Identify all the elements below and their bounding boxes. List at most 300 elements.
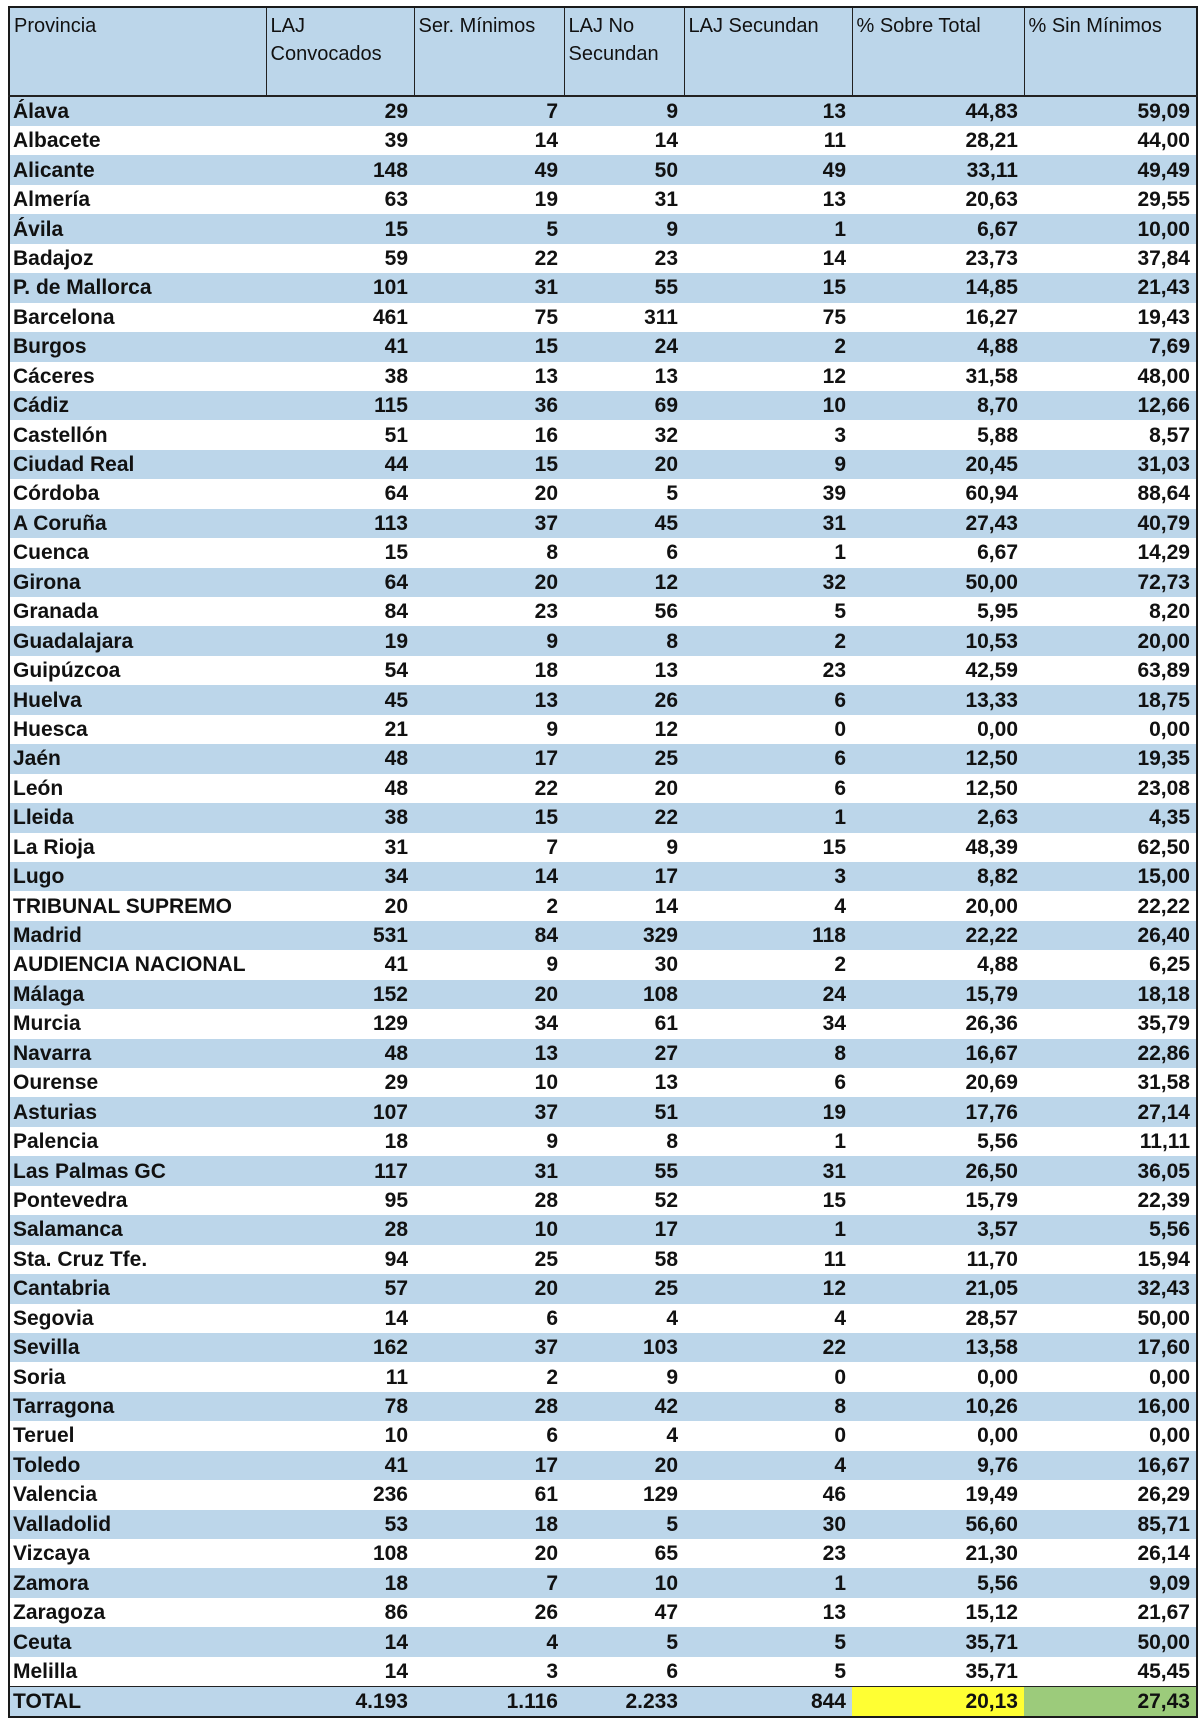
value-cell-pct-sin-minimos: 31,03 [1024, 450, 1197, 479]
value-cell-ser-minimos: 17 [414, 744, 564, 773]
table-row [9, 774, 1197, 803]
value-cell-ser-minimos: 2 [414, 891, 564, 920]
province-name-cell: Navarra [9, 1039, 266, 1068]
value-cell-laj-convocados: 34 [266, 862, 414, 891]
table-row [9, 1304, 1197, 1333]
value-cell-pct-sobre-total: 0,00 [852, 1362, 1024, 1391]
province-name-cell: Sta. Cruz Tfe. [9, 1245, 266, 1274]
value-cell-ser-minimos: 37 [414, 1097, 564, 1126]
province-name-cell: Vizcaya [9, 1539, 266, 1568]
value-cell-pct-sin-minimos: 0,00 [1024, 715, 1197, 744]
value-cell-pct-sobre-total: 23,73 [852, 244, 1024, 273]
province-name-cell: Zaragoza [9, 1598, 266, 1627]
value-cell-pct-sobre-total: 5,88 [852, 420, 1024, 449]
header-label-line: % Sobre Total [856, 15, 981, 37]
value-cell-pct-sin-minimos: 27,14 [1024, 1097, 1197, 1126]
value-cell-ser-minimos: 2 [414, 1362, 564, 1391]
value-cell-pct-sobre-total: 17,76 [852, 1097, 1024, 1126]
value-cell-laj-no-secundan: 20 [564, 774, 684, 803]
value-cell-pct-sin-minimos: 18,75 [1024, 685, 1197, 714]
value-cell-laj-secundan: 15 [684, 1186, 852, 1215]
value-cell-pct-sin-minimos: 29,55 [1024, 185, 1197, 214]
table-row [9, 1657, 1197, 1687]
value-cell-pct-sobre-total: 5,56 [852, 1127, 1024, 1156]
value-cell-pct-sin-minimos: 12,66 [1024, 391, 1197, 420]
table-row [9, 362, 1197, 391]
value-cell-pct-sobre-total: 12,50 [852, 744, 1024, 773]
value-cell-pct-sin-minimos: 26,14 [1024, 1539, 1197, 1568]
value-cell-ser-minimos: 20 [414, 1539, 564, 1568]
value-cell-ser-minimos: 34 [414, 1009, 564, 1038]
value-cell-ser-minimos: 9 [414, 950, 564, 979]
value-cell-pct-sobre-total: 28,57 [852, 1304, 1024, 1333]
value-cell-laj-no-secundan: 13 [564, 362, 684, 391]
table-row [9, 833, 1197, 862]
value-cell-pct-sin-minimos: 21,67 [1024, 1598, 1197, 1627]
table-row [9, 391, 1197, 420]
value-cell-laj-secundan: 23 [684, 656, 852, 685]
value-cell-laj-secundan: 6 [684, 774, 852, 803]
value-cell-pct-sobre-total: 35,71 [852, 1657, 1024, 1687]
value-cell-laj-convocados: 18 [266, 1568, 414, 1597]
value-cell-pct-sobre-total: 20,69 [852, 1068, 1024, 1097]
table-row [9, 126, 1197, 155]
province-name-cell: Tarragona [9, 1392, 266, 1421]
value-cell-laj-secundan: 2 [684, 626, 852, 655]
value-cell-laj-secundan: 3 [684, 862, 852, 891]
value-cell-pct-sin-minimos: 85,71 [1024, 1510, 1197, 1539]
province-name-cell: Málaga [9, 980, 266, 1009]
table-row [9, 597, 1197, 626]
value-cell-pct-sin-minimos: 62,50 [1024, 833, 1197, 862]
value-cell-pct-sobre-total: 20,45 [852, 450, 1024, 479]
value-cell-laj-convocados: 18 [266, 1127, 414, 1156]
value-cell-laj-convocados: 38 [266, 803, 414, 832]
value-cell-laj-no-secundan: 9 [564, 1362, 684, 1391]
value-cell-laj-convocados: 15 [266, 538, 414, 567]
value-cell-laj-convocados: 44 [266, 450, 414, 479]
value-cell-laj-secundan: 31 [684, 509, 852, 538]
value-cell-pct-sobre-total: 10,26 [852, 1392, 1024, 1421]
province-name-cell: Lugo [9, 862, 266, 891]
value-cell-laj-no-secundan: 5 [564, 479, 684, 508]
value-cell-laj-secundan: 1 [684, 1215, 852, 1244]
value-cell-pct-sin-minimos: 45,45 [1024, 1657, 1197, 1687]
value-cell-laj-convocados: 78 [266, 1392, 414, 1421]
table-row [9, 1627, 1197, 1656]
province-name-cell: Sevilla [9, 1333, 266, 1362]
value-cell-pct-sin-minimos: 26,29 [1024, 1480, 1197, 1509]
value-cell-pct-sobre-total: 5,56 [852, 1568, 1024, 1597]
province-name-cell: Castellón [9, 420, 266, 449]
value-cell-laj-no-secundan: 20 [564, 1451, 684, 1480]
value-cell-pct-sobre-total: 6,67 [852, 538, 1024, 567]
value-cell-ser-minimos: 49 [414, 155, 564, 184]
value-cell-ser-minimos: 13 [414, 1039, 564, 1068]
value-cell-laj-secundan: 75 [684, 303, 852, 332]
table-row [9, 744, 1197, 773]
value-cell-laj-convocados: 10 [266, 1421, 414, 1450]
value-cell-laj-secundan: 4 [684, 1451, 852, 1480]
value-cell-laj-no-secundan: 14 [564, 891, 684, 920]
value-cell-laj-convocados: 117 [266, 1156, 414, 1185]
value-cell-pct-sobre-total: 14,85 [852, 273, 1024, 302]
value-cell-pct-sin-minimos: 4,35 [1024, 803, 1197, 832]
value-cell-ser-minimos: 37 [414, 509, 564, 538]
value-cell-ser-minimos: 10 [414, 1215, 564, 1244]
value-cell-laj-no-secundan: 6 [564, 1657, 684, 1687]
table-row [9, 685, 1197, 714]
value-cell-laj-secundan: 6 [684, 1068, 852, 1097]
value-cell-pct-sobre-total: 19,49 [852, 1480, 1024, 1509]
value-cell-laj-no-secundan: 9 [564, 214, 684, 243]
value-cell-pct-sobre-total: 22,22 [852, 921, 1024, 950]
value-cell-laj-secundan: 23 [684, 1539, 852, 1568]
value-cell-pct-sobre-total: 60,94 [852, 479, 1024, 508]
value-cell-pct-sin-minimos: 23,08 [1024, 774, 1197, 803]
table-row [9, 950, 1197, 979]
value-cell-laj-no-secundan: 32 [564, 420, 684, 449]
value-cell-laj-convocados: 162 [266, 1333, 414, 1362]
value-cell-pct-sobre-total: 56,60 [852, 1510, 1024, 1539]
value-cell-pct-sin-minimos: 59,09 [1024, 96, 1197, 126]
value-cell-laj-convocados: 48 [266, 1039, 414, 1068]
value-cell-pct-sin-minimos: 32,43 [1024, 1274, 1197, 1303]
value-cell-laj-convocados: 59 [266, 244, 414, 273]
value-cell-pct-sobre-total: 20,63 [852, 185, 1024, 214]
province-name-cell: Valencia [9, 1480, 266, 1509]
province-name-cell: Córdoba [9, 479, 266, 508]
value-cell-pct-sobre-total: 35,71 [852, 1627, 1024, 1656]
value-cell-laj-convocados: 11 [266, 1362, 414, 1391]
header-label-line: Secundan [568, 43, 659, 65]
value-cell-laj-secundan: 9 [684, 450, 852, 479]
table-row [9, 1186, 1197, 1215]
table-row [9, 891, 1197, 920]
value-cell-ser-minimos: 18 [414, 656, 564, 685]
value-cell-laj-no-secundan: 23 [564, 244, 684, 273]
value-cell-laj-convocados: 41 [266, 1451, 414, 1480]
value-cell-laj-no-secundan: 65 [564, 1539, 684, 1568]
value-cell-pct-sobre-total: 2,63 [852, 803, 1024, 832]
province-name-cell: Toledo [9, 1451, 266, 1480]
value-cell-laj-convocados: 15 [266, 214, 414, 243]
value-cell-laj-secundan: 49 [684, 155, 852, 184]
value-cell-laj-no-secundan: 6 [564, 538, 684, 567]
value-cell-pct-sin-minimos: 5,56 [1024, 1215, 1197, 1244]
value-cell-pct-sobre-total: 16,67 [852, 1039, 1024, 1068]
value-cell-laj-convocados: 41 [266, 950, 414, 979]
value-cell-pct-sin-minimos: 16,00 [1024, 1392, 1197, 1421]
table-row [9, 1539, 1197, 1568]
table-row [9, 980, 1197, 1009]
value-cell-ser-minimos: 17 [414, 1451, 564, 1480]
value-cell-ser-minimos: 4 [414, 1627, 564, 1656]
value-cell-pct-sobre-total: 0,00 [852, 1421, 1024, 1450]
province-name-cell: Ceuta [9, 1627, 266, 1656]
table-row [9, 1392, 1197, 1421]
value-cell-laj-no-secundan: 9 [564, 96, 684, 126]
value-cell-laj-convocados: 31 [266, 833, 414, 862]
province-name-cell: Ourense [9, 1068, 266, 1097]
total-label-cell: TOTAL [9, 1686, 266, 1717]
table-row [9, 303, 1197, 332]
province-name-cell: TRIBUNAL SUPREMO [9, 891, 266, 920]
value-cell-laj-no-secundan: 31 [564, 185, 684, 214]
table-body [9, 96, 1197, 1717]
value-cell-pct-sobre-total: 4,88 [852, 332, 1024, 361]
value-cell-pct-sin-minimos: 88,64 [1024, 479, 1197, 508]
value-cell-ser-minimos: 22 [414, 244, 564, 273]
table-row [9, 1451, 1197, 1480]
value-cell-laj-convocados: 461 [266, 303, 414, 332]
header-col-pct-sobre-total [852, 7, 1024, 96]
province-name-cell: Cáceres [9, 362, 266, 391]
province-name-cell: Huesca [9, 715, 266, 744]
value-cell-laj-convocados: 14 [266, 1304, 414, 1333]
value-cell-laj-convocados: 48 [266, 774, 414, 803]
value-cell-pct-sin-minimos: 22,86 [1024, 1039, 1197, 1068]
value-cell-laj-secundan: 12 [684, 362, 852, 391]
value-cell-laj-no-secundan: 5 [564, 1510, 684, 1539]
province-name-cell: Salamanca [9, 1215, 266, 1244]
value-cell-pct-sin-minimos: 35,79 [1024, 1009, 1197, 1038]
value-cell-ser-minimos: 28 [414, 1392, 564, 1421]
value-cell-laj-convocados: 29 [266, 96, 414, 126]
value-cell-ser-minimos: 10 [414, 1068, 564, 1097]
value-cell-laj-convocados: 64 [266, 479, 414, 508]
value-cell-ser-minimos: 22 [414, 774, 564, 803]
value-cell-laj-no-secundan: 42 [564, 1392, 684, 1421]
value-cell-laj-convocados: 14 [266, 1627, 414, 1656]
value-cell-laj-secundan: 1 [684, 803, 852, 832]
province-name-cell: Ávila [9, 214, 266, 243]
value-cell-laj-no-secundan: 14 [564, 126, 684, 155]
value-cell-laj-secundan: 1 [684, 1127, 852, 1156]
value-cell-laj-secundan: 8 [684, 1392, 852, 1421]
value-cell-laj-no-secundan: 50 [564, 155, 684, 184]
value-cell-laj-no-secundan: 55 [564, 1156, 684, 1185]
value-cell-pct-sin-minimos: 10,00 [1024, 214, 1197, 243]
value-cell-laj-secundan: 39 [684, 479, 852, 508]
table-row [9, 538, 1197, 567]
value-cell-laj-no-secundan: 52 [564, 1186, 684, 1215]
province-name-cell: Lleida [9, 803, 266, 832]
value-cell-ser-minimos: 36 [414, 391, 564, 420]
value-cell-laj-convocados: 21 [266, 715, 414, 744]
value-cell-laj-no-secundan: 12 [564, 715, 684, 744]
value-cell-ser-minimos: 23 [414, 597, 564, 626]
value-cell-laj-convocados: 95 [266, 1186, 414, 1215]
province-name-cell: Segovia [9, 1304, 266, 1333]
value-cell-laj-no-secundan: 9 [564, 833, 684, 862]
province-name-cell: Madrid [9, 921, 266, 950]
value-cell-pct-sobre-total: 20,00 [852, 891, 1024, 920]
value-cell-laj-convocados: 94 [266, 1245, 414, 1274]
value-cell-ser-minimos: 15 [414, 450, 564, 479]
value-cell-laj-no-secundan: 17 [564, 862, 684, 891]
value-cell-laj-secundan: 1 [684, 538, 852, 567]
value-cell-laj-convocados: 86 [266, 1598, 414, 1627]
value-cell-laj-no-secundan: 24 [564, 332, 684, 361]
total-row [9, 1686, 1197, 1717]
value-cell-laj-secundan: 22 [684, 1333, 852, 1362]
value-cell-laj-convocados: 20 [266, 891, 414, 920]
value-cell-pct-sin-minimos: 0,00 [1024, 1362, 1197, 1391]
header-label-line: LAJ [270, 15, 305, 37]
value-cell-laj-secundan: 11 [684, 126, 852, 155]
value-cell-laj-secundan: 5 [684, 1657, 852, 1687]
value-cell-laj-convocados: 48 [266, 744, 414, 773]
value-cell-laj-secundan: 13 [684, 1598, 852, 1627]
province-name-cell: AUDIENCIA NACIONAL [9, 950, 266, 979]
value-cell-laj-secundan: 34 [684, 1009, 852, 1038]
value-cell-laj-no-secundan: 13 [564, 656, 684, 685]
value-cell-ser-minimos: 19 [414, 185, 564, 214]
table-row [9, 1068, 1197, 1097]
value-cell-laj-secundan: 14 [684, 244, 852, 273]
table-row [9, 1156, 1197, 1185]
value-cell-pct-sin-minimos: 18,18 [1024, 980, 1197, 1009]
value-cell-laj-secundan: 13 [684, 185, 852, 214]
value-cell-ser-minimos: 25 [414, 1245, 564, 1274]
value-cell-pct-sin-minimos: 31,58 [1024, 1068, 1197, 1097]
value-cell-ser-minimos: 26 [414, 1598, 564, 1627]
province-name-cell: Murcia [9, 1009, 266, 1038]
province-name-cell: A Coruña [9, 509, 266, 538]
value-cell-ser-minimos: 61 [414, 1480, 564, 1509]
value-cell-pct-sin-minimos: 11,11 [1024, 1127, 1197, 1156]
province-name-cell: Badajoz [9, 244, 266, 273]
value-cell-pct-sobre-total: 31,58 [852, 362, 1024, 391]
value-cell-pct-sin-minimos: 72,73 [1024, 568, 1197, 597]
value-cell-ser-minimos: 9 [414, 626, 564, 655]
value-cell-laj-secundan: 11 [684, 1245, 852, 1274]
value-cell-laj-convocados: 113 [266, 509, 414, 538]
value-cell-pct-sin-minimos: 21,43 [1024, 273, 1197, 302]
value-cell-laj-no-secundan: 10 [564, 1568, 684, 1597]
value-cell-ser-minimos: 75 [414, 303, 564, 332]
value-cell-pct-sobre-total: 8,70 [852, 391, 1024, 420]
value-cell-pct-sin-minimos: 50,00 [1024, 1304, 1197, 1333]
table-row [9, 1039, 1197, 1068]
value-cell-laj-convocados: 51 [266, 420, 414, 449]
value-cell-ser-minimos: 9 [414, 715, 564, 744]
province-name-cell: Zamora [9, 1568, 266, 1597]
value-cell-laj-convocados: 63 [266, 185, 414, 214]
value-cell-pct-sobre-total: 44,83 [852, 96, 1024, 126]
value-cell-laj-no-secundan: 4 [564, 1304, 684, 1333]
value-cell-laj-convocados: 148 [266, 155, 414, 184]
value-cell-pct-sin-minimos: 22,22 [1024, 891, 1197, 920]
table-row [9, 1009, 1197, 1038]
value-cell-laj-secundan: 12 [684, 1274, 852, 1303]
value-cell-laj-secundan: 8 [684, 1039, 852, 1068]
value-cell-pct-sobre-total: 4,88 [852, 950, 1024, 979]
value-cell-laj-no-secundan: 103 [564, 1333, 684, 1362]
province-name-cell: Teruel [9, 1421, 266, 1450]
value-cell-ser-minimos: 20 [414, 479, 564, 508]
value-cell-pct-sobre-total: 15,79 [852, 1186, 1024, 1215]
value-cell-laj-secundan: 0 [684, 1421, 852, 1450]
table-row [9, 1215, 1197, 1244]
value-cell-laj-secundan: 2 [684, 332, 852, 361]
value-cell-laj-no-secundan: 26 [564, 685, 684, 714]
value-cell-laj-secundan: 6 [684, 744, 852, 773]
value-cell-laj-no-secundan: 25 [564, 1274, 684, 1303]
province-name-cell: Pontevedra [9, 1186, 266, 1215]
table-row [9, 921, 1197, 950]
value-cell-laj-secundan: 1 [684, 214, 852, 243]
value-cell-pct-sobre-total: 16,27 [852, 303, 1024, 332]
header-col-laj-secundan [684, 7, 852, 96]
value-cell-laj-secundan: 0 [684, 715, 852, 744]
value-cell-laj-convocados: 236 [266, 1480, 414, 1509]
province-name-cell: Soria [9, 1362, 266, 1391]
value-cell-pct-sobre-total: 26,50 [852, 1156, 1024, 1185]
table-row [9, 715, 1197, 744]
value-cell-laj-convocados: 101 [266, 273, 414, 302]
province-name-cell: Valladolid [9, 1510, 266, 1539]
value-cell-laj-no-secundan: 20 [564, 450, 684, 479]
value-cell-laj-convocados: 108 [266, 1539, 414, 1568]
value-cell-ser-minimos: 13 [414, 685, 564, 714]
value-cell-laj-convocados: 107 [266, 1097, 414, 1126]
value-cell-pct-sin-minimos: 8,57 [1024, 420, 1197, 449]
table-row [9, 273, 1197, 302]
province-name-cell: Asturias [9, 1097, 266, 1126]
header-col-ser-minimos [414, 7, 564, 96]
value-cell-laj-no-secundan: 8 [564, 626, 684, 655]
value-cell-ser-minimos: 20 [414, 1274, 564, 1303]
total-value-cell-pct-sin-minimos: 27,43 [1024, 1686, 1197, 1717]
value-cell-laj-no-secundan: 69 [564, 391, 684, 420]
value-cell-laj-no-secundan: 58 [564, 1245, 684, 1274]
value-cell-laj-secundan: 10 [684, 391, 852, 420]
value-cell-pct-sobre-total: 10,53 [852, 626, 1024, 655]
table-row [9, 1480, 1197, 1509]
value-cell-pct-sobre-total: 50,00 [852, 568, 1024, 597]
value-cell-laj-convocados: 53 [266, 1510, 414, 1539]
value-cell-pct-sobre-total: 6,67 [852, 214, 1024, 243]
value-cell-pct-sobre-total: 15,12 [852, 1598, 1024, 1627]
table-row [9, 626, 1197, 655]
value-cell-pct-sobre-total: 9,76 [852, 1451, 1024, 1480]
value-cell-pct-sobre-total: 5,95 [852, 597, 1024, 626]
value-cell-laj-no-secundan: 8 [564, 1127, 684, 1156]
province-name-cell: Girona [9, 568, 266, 597]
header-col-laj-no-secundan [564, 7, 684, 96]
value-cell-laj-secundan: 46 [684, 1480, 852, 1509]
value-cell-laj-secundan: 6 [684, 685, 852, 714]
value-cell-pct-sin-minimos: 0,00 [1024, 1421, 1197, 1450]
province-name-cell: Palencia [9, 1127, 266, 1156]
value-cell-laj-convocados: 29 [266, 1068, 414, 1097]
value-cell-laj-no-secundan: 17 [564, 1215, 684, 1244]
value-cell-pct-sin-minimos: 36,05 [1024, 1156, 1197, 1185]
value-cell-laj-no-secundan: 22 [564, 803, 684, 832]
value-cell-pct-sin-minimos: 48,00 [1024, 362, 1197, 391]
value-cell-pct-sin-minimos: 9,09 [1024, 1568, 1197, 1597]
value-cell-laj-secundan: 0 [684, 1362, 852, 1391]
value-cell-pct-sin-minimos: 7,69 [1024, 332, 1197, 361]
province-name-cell: Almería [9, 185, 266, 214]
header-col-pct-sin-minimos [1024, 7, 1197, 96]
value-cell-pct-sobre-total: 21,30 [852, 1539, 1024, 1568]
value-cell-pct-sobre-total: 3,57 [852, 1215, 1024, 1244]
table-row [9, 1362, 1197, 1391]
header-row [9, 7, 1197, 96]
